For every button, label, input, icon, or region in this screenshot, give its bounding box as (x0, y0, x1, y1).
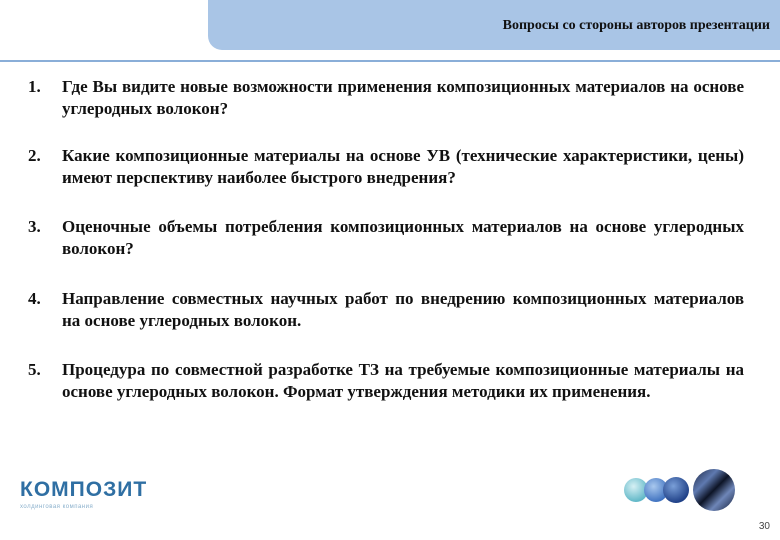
item-text: Процедура по совместной разработке ТЗ на требуемые композиционные материалы на основе углеродных волокон. Формат утверждения методики их применения. (62, 360, 744, 401)
list-item (28, 359, 744, 403)
item-text: Направление совместных научных работ по внедрению композиционных материалов на основе углеродных волокон. (62, 289, 744, 330)
item-number: 4. (28, 289, 41, 308)
item-number: 1. (28, 77, 41, 96)
logo-text: КОМПОЗИТ (20, 478, 148, 501)
slide-title: Вопросы со стороны авторов презентации (502, 18, 770, 33)
item-text: Оценочные объемы потребления композиционных материалов на основе углеродных волокон? (62, 217, 744, 258)
header-divider (0, 60, 780, 62)
list-item (28, 145, 744, 189)
item-text: Где Вы видите новые возможности применения композиционных материалов на основе углеродных волокон? (62, 77, 744, 118)
item-number: 2. (28, 146, 41, 165)
list-item (28, 288, 744, 332)
company-logo (18, 478, 168, 514)
list-item (28, 76, 744, 120)
list-item (28, 216, 744, 260)
item-number: 3. (28, 217, 41, 236)
header-banner (208, 0, 780, 50)
item-text: Какие композиционные материалы на основе УВ (технические характеристики, цены) имеют перспективу наиболее быстрого внедрения? (62, 146, 744, 187)
decorative-circles-icon (622, 468, 752, 512)
item-number: 5. (28, 360, 41, 379)
logo-subtext: холдинговая компания (20, 504, 94, 510)
question-list (28, 76, 744, 403)
page-number: 30 (758, 521, 770, 532)
